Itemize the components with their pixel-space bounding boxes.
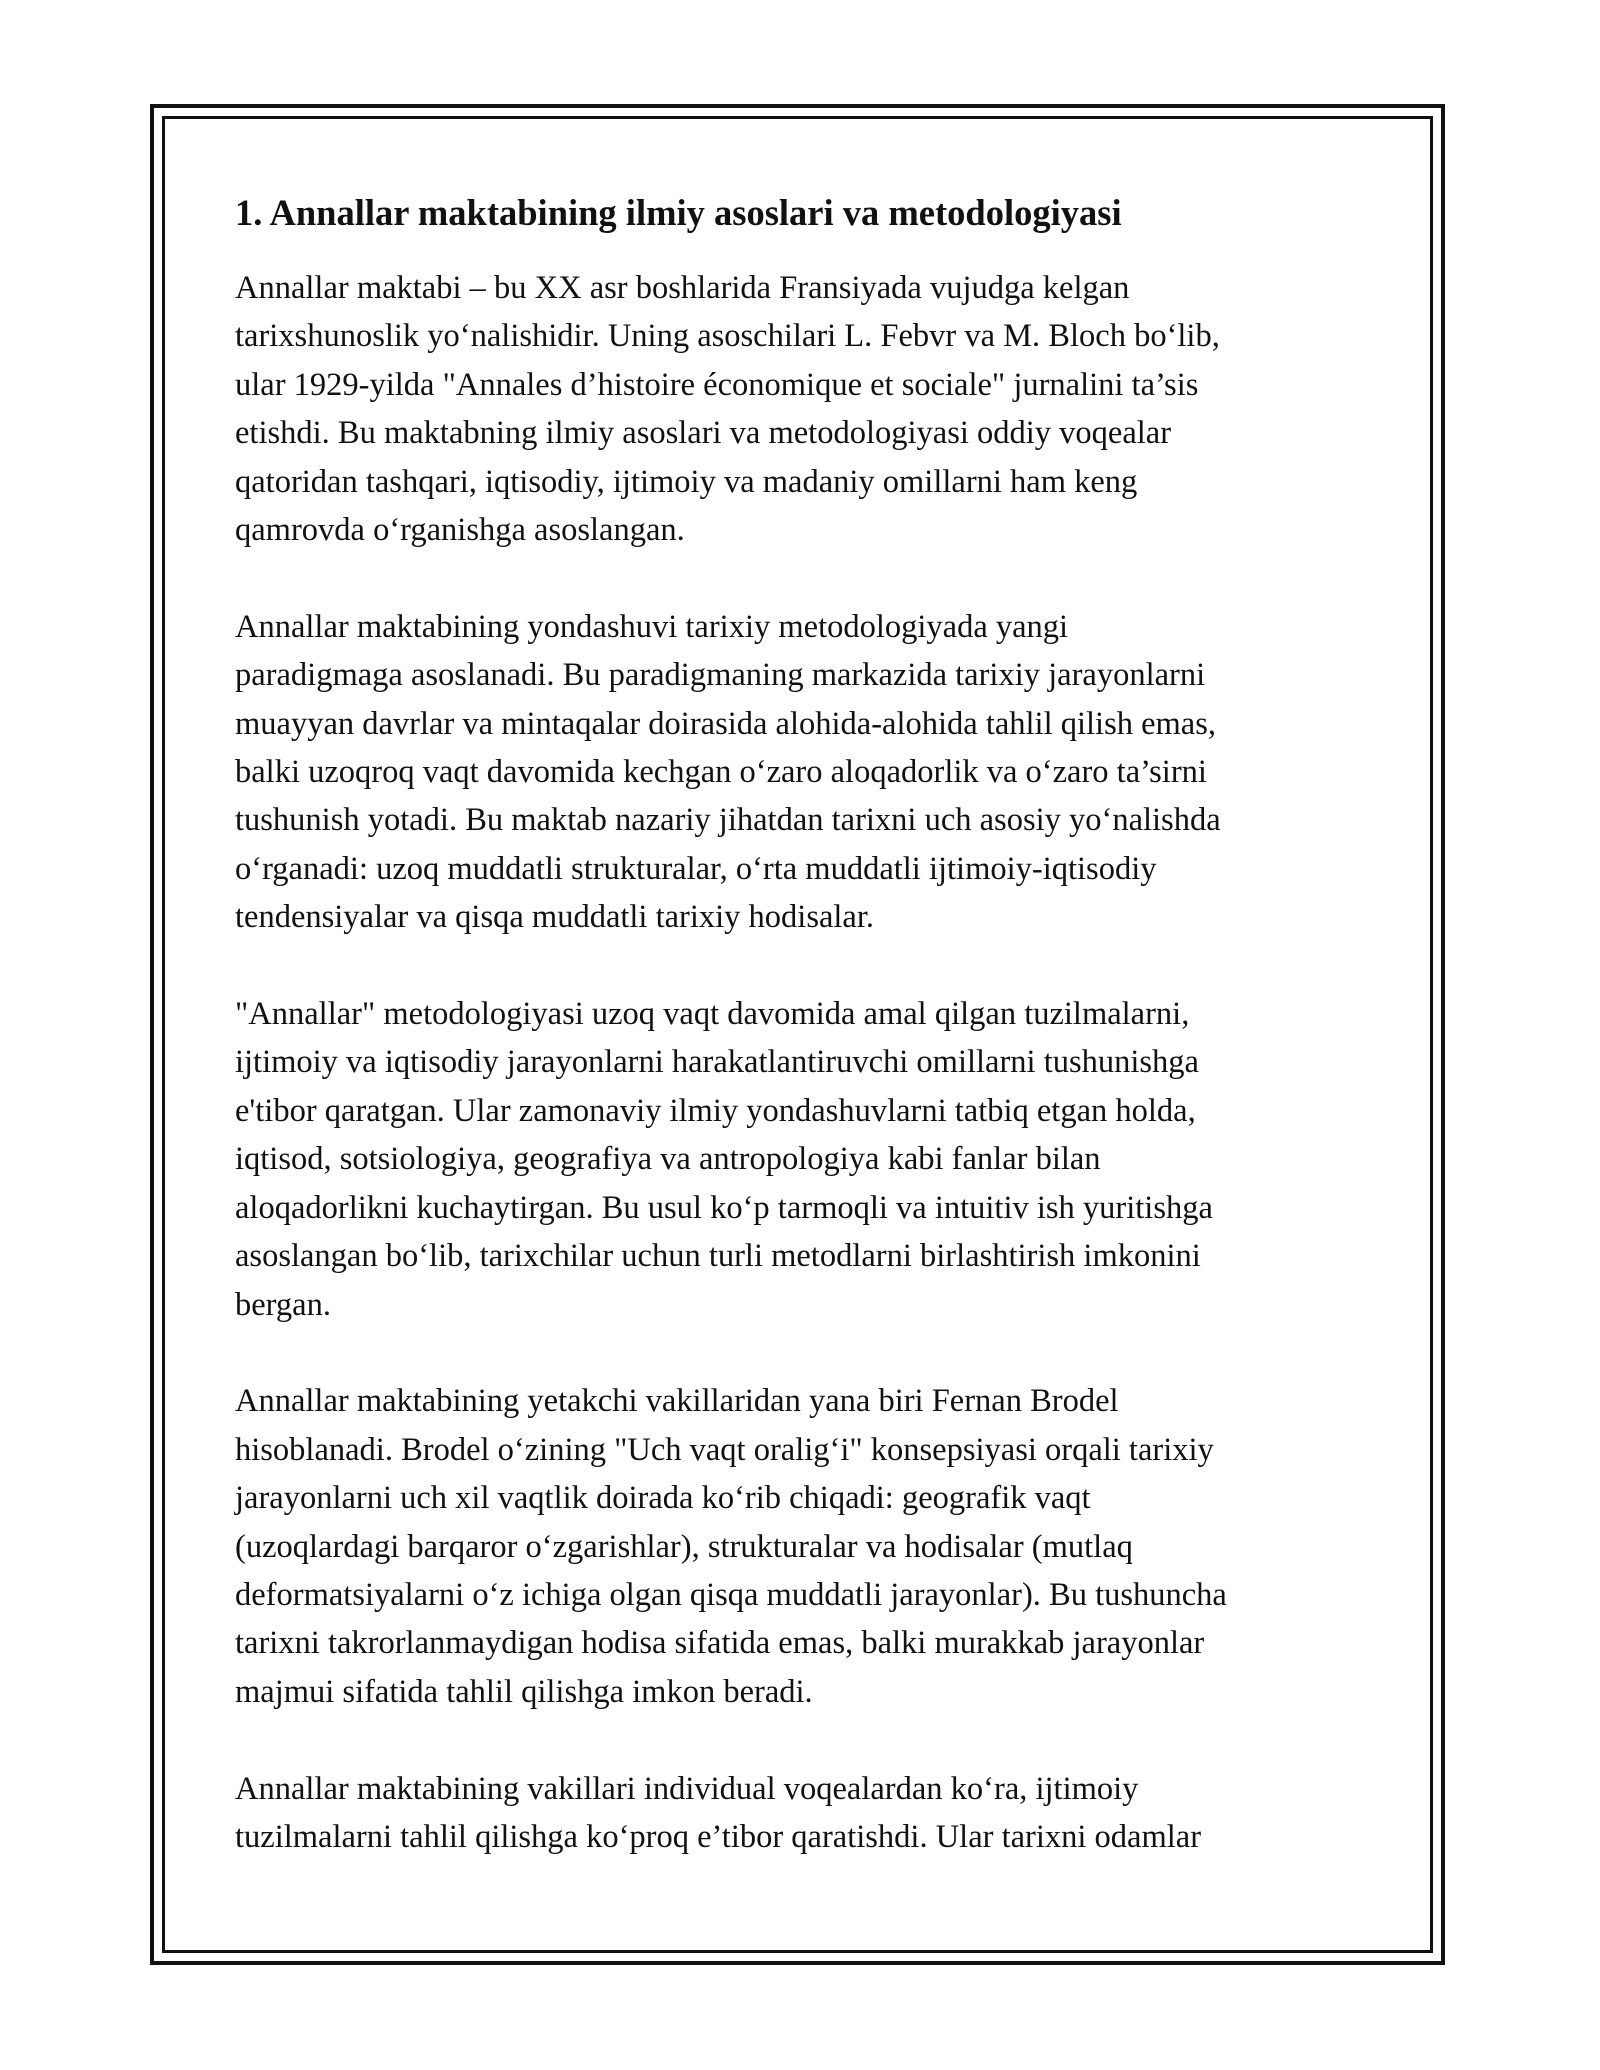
paragraph-3 — [235, 990, 1365, 1329]
text-line: bergan. — [235, 1286, 331, 1323]
text-line: majmui sifatida tahlil qilishga imkon beradi. — [235, 1673, 813, 1710]
text-line: ular 1929-yilda "Annales d’histoire économique et sociale" jurnalini ta’sis — [235, 366, 1199, 403]
section-heading: 1. Annallar maktabining ilmiy asoslari va metodologiyasi — [235, 192, 1122, 233]
paragraph-1 — [235, 264, 1365, 554]
text-line: qamrovda o‘rganishga asoslangan. — [235, 512, 685, 549]
text-line: tuzilmalarni tahlil qilishga ko‘proq e’tibor qaratishdi. Ular tarixni odamlar — [235, 1818, 1202, 1855]
document-body — [235, 186, 1365, 1910]
text-line: jarayonlarni uch xil vaqtlik doirada ko‘rib chiqadi: geografik vaqt — [235, 1480, 1091, 1517]
text-line: o‘rganadi: uzoq muddatli strukturalar, o‘rta muddatli ijtimoiy-iqtisodiy — [235, 850, 1157, 887]
text-line: aloqadorlikni kuchaytirgan. Bu usul ko‘p tarmoqli va intuitiv ish yuritishga — [235, 1189, 1213, 1226]
text-line: muayyan davrlar va mintaqalar doirasida alohida-alohida tahlil qilish emas, — [235, 705, 1216, 742]
text-line: asoslangan bo‘lib, tarixchilar uchun turli metodlarni birlashtirish imkonini — [235, 1238, 1201, 1275]
paragraph-4 — [235, 1377, 1365, 1716]
text-line: balki uzoqroq vaqt davomida kechgan o‘zaro aloqadorlik va o‘zaro ta’sirni — [235, 754, 1207, 791]
paragraph-2 — [235, 603, 1365, 942]
text-line: tendensiyalar va qisqa muddatli tarixiy hodisalar. — [235, 899, 875, 936]
text-line: Annallar maktabining yetakchi vakillaridan yana biri Fernan Brodel — [235, 1383, 1119, 1420]
text-line: e'tibor qaratgan. Ular zamonaviy ilmiy yondashuvlarni tatbiq etgan holda, — [235, 1092, 1196, 1129]
text-line: Annallar maktabining vakillari individual voqealardan ko‘ra, ijtimoiy — [235, 1770, 1139, 1807]
text-line: tarixni takrorlanmaydigan hodisa sifatida emas, balki murakkab jarayonlar — [235, 1625, 1205, 1662]
text-line: paradigmaga asoslanadi. Bu paradigmaning markazida tarixiy jarayonlarni — [235, 657, 1206, 694]
text-line: (uzoqlardagi barqaror o‘zgarishlar), strukturalar va hodisalar (mutlaq — [235, 1528, 1133, 1565]
text-line: deformatsiyalarni o‘z ichiga olgan qisqa muddatli jarayonlar). Bu tushuncha — [235, 1576, 1227, 1613]
text-line: hisoblanadi. Brodel o‘zining "Uch vaqt oralig‘i" konsepsiyasi orqali tarixiy — [235, 1431, 1214, 1468]
text-line: Annallar maktabining yondashuvi tarixiy metodologiyada yangi — [235, 608, 1069, 645]
text-line: etishdi. Bu maktabning ilmiy asoslari va metodologiyasi oddiy voqealar — [235, 415, 1172, 452]
text-line: "Annallar" metodologiyasi uzoq vaqt davomida amal qilgan tuzilmalarni, — [235, 996, 1190, 1033]
text-line: iqtisod, sotsiologiya, geografiya va antropologiya kabi fanlar bilan — [235, 1141, 1101, 1178]
text-line: Annallar maktabi – bu XX asr boshlarida Fransiyada vujudga kelgan — [235, 270, 1130, 306]
text-line: tushunish yotadi. Bu maktab nazariy jihatdan tarixni uch asosiy yo‘nalishda — [235, 802, 1221, 839]
text-line: qatoridan tashqari, iqtisodiy, ijtimoiy va madaniy omillarni ham keng — [235, 463, 1138, 500]
paragraph-5 — [235, 1765, 1365, 1862]
text-line: ijtimoiy va iqtisodiy jarayonlarni harakatlantiruvchi omillarni tushunishga — [235, 1044, 1199, 1081]
text-line: tarixshunoslik yo‘nalishidir. Uning asoschilari L. Febvr va M. Bloch bo‘lib, — [235, 318, 1220, 355]
